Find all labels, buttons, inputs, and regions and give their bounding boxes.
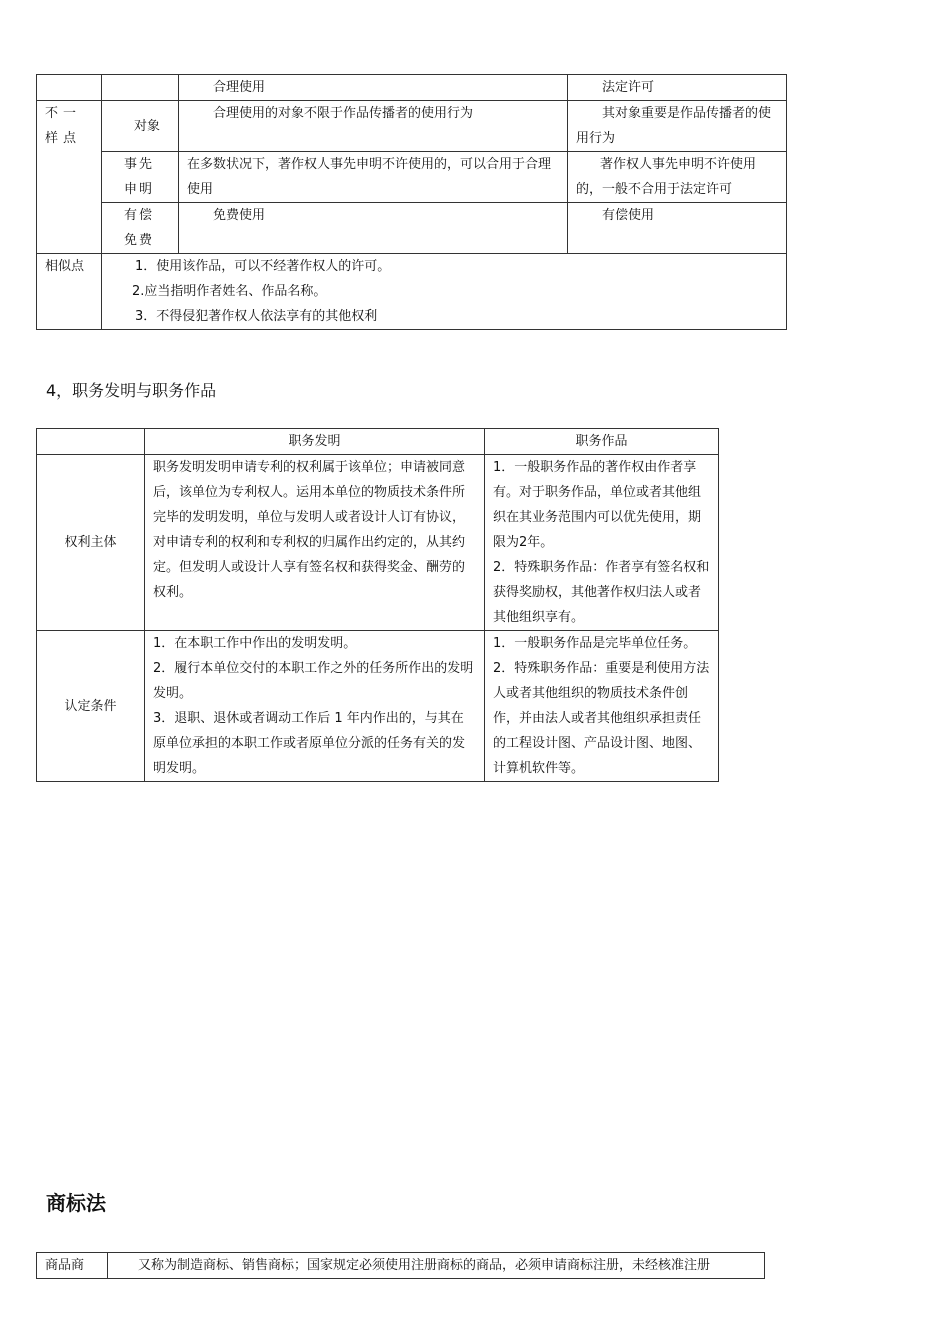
- row-text: 又称为制造商标、销售商标；国家规定必须使用注册商标的商品，必须申请商标注册，未经核准注册: [108, 1253, 765, 1279]
- row-label-rights-holder: 权利主体: [37, 455, 145, 631]
- header-cell-work: 职务作品: [485, 429, 719, 455]
- header-cell-reasonable-use: 合理使用: [179, 75, 568, 101]
- table-header-row: [37, 75, 787, 101]
- diff-label-cell: 不一样点: [37, 101, 102, 254]
- aspect-cell: 对象: [102, 101, 179, 152]
- table-row: [37, 1253, 765, 1279]
- list-item: 2．履行本单位交付的本职工作之外的任务所作出的发明发明。: [153, 661, 474, 701]
- trademark-table: [36, 1252, 765, 1279]
- list-item: 2.应当指明作者姓名、作品名称。: [132, 284, 327, 299]
- comparison-table-service-invention: [36, 428, 719, 782]
- statutory-cell: 其对象重要是作品传播者的使用行为: [568, 101, 787, 152]
- header-cell-statutory-license: 法定许可: [568, 75, 787, 101]
- statutory-cell: 有偿使用: [568, 203, 787, 254]
- list-item: 1．一般职务作品的著作权由作者享有。对于职务作品，单位或者其他组织在其业务范围内可以优先使用，期限为2年。: [493, 460, 702, 550]
- list-item: 1．一般职务作品是完毕单位任务。: [493, 636, 697, 651]
- table-row: [37, 455, 719, 631]
- similar-label-cell: 相似点: [37, 254, 102, 330]
- header-cell-blank: [37, 75, 102, 101]
- reasonable-cell: 合理使用的对象不限于作品传播者的使用行为: [179, 101, 568, 152]
- table-row: [37, 203, 787, 254]
- list-item: 3．退职、退休或者调动工作后 1 年内作出的，与其在原单位承担的本职工作或者原单位分派的任务有关的发明发明。: [153, 711, 466, 776]
- invention-cell: [145, 631, 485, 782]
- table-row: [37, 101, 787, 152]
- table-header-row: [37, 429, 719, 455]
- similar-items-cell: [102, 254, 787, 330]
- work-cell: [485, 631, 719, 782]
- table-row: [37, 152, 787, 203]
- reasonable-cell: 在多数状况下，著作权人事先申明不许使用的，可以合用于合理使用: [179, 152, 568, 203]
- list-item: 2．特殊职务作品：重要是利使用方法人或者其他组织的物质技术条件创作，并由法人或者其他组织承担责任的工程设计图、产品设计图、地图、计算机软件等。: [493, 661, 710, 776]
- aspect-cell: 事先申明: [102, 152, 179, 203]
- invention-cell: 职务发明发明申请专利的权利属于该单位；申请被同意后，该单位为专利权人。运用本单位的物质技术条件所完毕的发明发明，单位与发明人或者设计人订有协议，对申请专利的权利和专利权的归属作出约定的，从其约定。但发明人或设计人享有签名权和获得奖金、酬劳的权利。: [145, 455, 485, 631]
- list-item: 1．在本职工作中作出的发明发明。: [153, 636, 357, 651]
- list-item: 1．使用该作品，可以不经著作权人的许可。: [135, 259, 391, 274]
- list-item: 3．不得侵犯著作权人依法享有的其他权利: [135, 309, 378, 324]
- table-row: [37, 631, 719, 782]
- row-label-conditions: 认定条件: [37, 631, 145, 782]
- trademark-title: 商标法: [46, 1191, 106, 1215]
- reasonable-cell: 免费使用: [179, 203, 568, 254]
- aspect-cell: 有偿免费: [102, 203, 179, 254]
- section-heading: 4，职务发明与职务作品: [46, 381, 217, 400]
- comparison-table-fair-use: [36, 74, 787, 330]
- row-label-goods-mark: 商品商: [37, 1253, 108, 1279]
- header-cell-blank: [37, 429, 145, 455]
- table-row: [37, 254, 787, 330]
- header-cell-blank: [102, 75, 179, 101]
- statutory-cell: 著作权人事先申明不许使用的，一般不合用于法定许可: [568, 152, 787, 203]
- header-cell-invention: 职务发明: [145, 429, 485, 455]
- list-item: 2．特殊职务作品：作者享有签名权和获得奖励权，其他著作权归法人或者其他组织享有。: [493, 560, 710, 625]
- work-cell: [485, 455, 719, 631]
